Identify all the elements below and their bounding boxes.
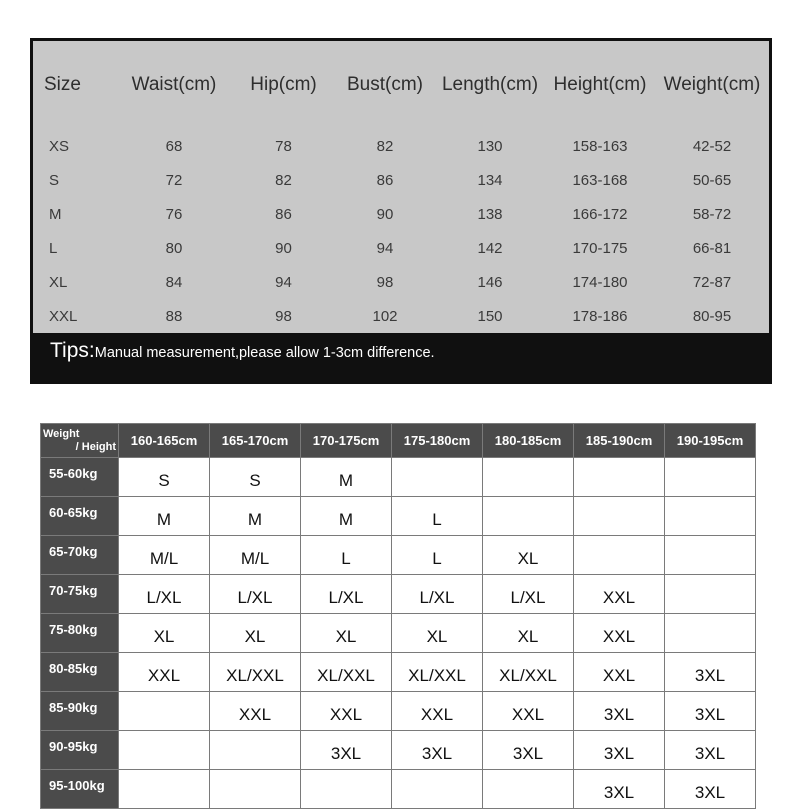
size-row [33,265,769,299]
weight-label: 70-75kg [41,575,119,614]
recommended-size-cell: XXL [301,692,392,731]
recommended-size-cell [483,770,574,809]
size-value: 84 [165,273,183,291]
weight-label: 60-65kg [41,497,119,536]
recommended-size-cell: 3XL [392,731,483,770]
corner-height-label: / Height [75,440,116,453]
tips-text: Manual measurement,please allow 1-3cm difference. [94,345,435,361]
recommended-size-cell: XXL [483,692,574,731]
size-value: 150 [477,307,503,325]
size-label: XS [49,137,70,155]
size-chart-table [33,41,769,333]
size-value: 163-168 [572,171,628,189]
size-label: S [49,171,60,189]
recommended-size-cell: XL [301,614,392,653]
tips-label: Tips: [50,339,95,362]
weight-row [41,458,756,497]
height-header: 175-180cm [392,424,483,458]
size-chart-panel [30,38,772,384]
recommended-size-cell [119,731,210,770]
recommended-size-cell: XXL [210,692,301,731]
size-value: 78 [275,137,292,155]
weight-label: 80-85kg [41,653,119,692]
header-weight: Weight(cm) [663,74,761,95]
recommended-size-cell: XL [210,614,301,653]
recommended-size-cell: L/XL [392,575,483,614]
recommended-size-cell: L/XL [210,575,301,614]
size-value: 138 [477,205,503,223]
size-value: 90 [376,205,394,223]
size-value: 68 [165,137,183,155]
recommended-size-cell [392,770,483,809]
recommended-size-cell: L [301,536,392,575]
recommended-size-cell: 3XL [574,731,665,770]
height-header: 180-185cm [483,424,574,458]
size-value: 178-186 [572,307,628,325]
header-bust: Bust(cm) [347,74,423,95]
recommended-size-cell: 3XL [665,692,756,731]
weight-label: 55-60kg [41,458,119,497]
recommended-size-cell [301,770,392,809]
recommended-size-cell: XXL [119,653,210,692]
size-value: 98 [275,307,292,325]
recommended-size-cell: L [392,536,483,575]
recommended-size-cell: XXL [574,653,665,692]
size-value: 174-180 [572,273,628,291]
recommended-size-cell: 3XL [574,692,665,731]
size-value: 82 [275,171,292,189]
recommended-size-cell: 3XL [301,731,392,770]
tips-note [50,339,435,363]
size-row [33,231,769,265]
recommended-size-cell: XL/XXL [301,653,392,692]
height-header: 185-190cm [574,424,665,458]
weight-row [41,575,756,614]
recommended-size-cell: XXL [574,575,665,614]
weight-row [41,614,756,653]
recommended-size-cell: M [301,497,392,536]
recommended-size-cell: 3XL [665,731,756,770]
size-value: 66-81 [692,239,732,257]
recommended-size-cell [210,770,301,809]
size-value: 94 [275,273,292,291]
header-size: Size [44,74,81,95]
height-header: 165-170cm [210,424,301,458]
header-height: Height(cm) [553,74,647,95]
weight-row [41,536,756,575]
size-value: 80 [165,239,183,257]
size-value: 86 [275,205,292,223]
recommended-size-cell: S [119,458,210,497]
recommended-size-cell [119,692,210,731]
header-hip: Hip(cm) [250,74,317,95]
weight-label: 95-100kg [41,770,119,809]
size-value: 158-163 [572,137,628,155]
recommended-size-cell [665,575,756,614]
size-value: 42-52 [692,137,732,155]
size-value: 146 [477,273,503,291]
recommended-size-cell [574,497,665,536]
recommended-size-cell: XXL [574,614,665,653]
size-value: 76 [165,205,183,223]
recommended-size-cell: M/L [210,536,301,575]
recommended-size-cell: XXL [392,692,483,731]
recommended-size-cell: L [392,497,483,536]
size-value: 102 [372,307,398,325]
size-value: 130 [477,137,503,155]
weight-row [41,497,756,536]
size-value: 142 [477,239,503,257]
recommended-size-cell: 3XL [574,770,665,809]
recommended-size-cell: M/L [119,536,210,575]
size-value: 80-95 [692,307,732,325]
size-row [33,129,769,163]
recommended-size-cell: L/XL [301,575,392,614]
weight-row [41,731,756,770]
weight-height-table [40,423,756,809]
size-value: 90 [275,239,292,257]
size-row [33,299,769,333]
size-value: 170-175 [572,239,628,257]
size-label: L [49,239,58,257]
height-header: 170-175cm [301,424,392,458]
weight-label: 65-70kg [41,536,119,575]
recommended-size-cell: XL [392,614,483,653]
recommended-size-cell: XL/XXL [392,653,483,692]
header-waist: Waist(cm) [131,74,217,95]
recommended-size-cell [574,458,665,497]
recommended-size-cell [392,458,483,497]
size-label: XL [49,273,68,291]
size-chart-header-row [33,41,769,129]
recommended-size-cell [483,497,574,536]
height-header: 160-165cm [119,424,210,458]
size-value: 72 [165,171,183,189]
size-value: 72-87 [692,273,732,291]
recommended-size-cell [483,458,574,497]
corner-weight-label: Weight [43,427,80,440]
recommended-size-cell: XL [119,614,210,653]
weight-label: 90-95kg [41,731,119,770]
recommended-size-cell: L/XL [483,575,574,614]
weight-row [41,653,756,692]
size-value: 134 [477,171,503,189]
recommended-size-cell: XL [483,614,574,653]
recommended-size-cell [119,770,210,809]
height-header: 190-195cm [665,424,756,458]
recommended-size-cell: M [119,497,210,536]
recommended-size-cell [665,614,756,653]
recommended-size-cell: 3XL [665,770,756,809]
size-value: 88 [165,307,183,325]
recommended-size-cell [665,536,756,575]
weight-height-header-row [41,424,756,458]
weight-label: 75-80kg [41,614,119,653]
size-value: 94 [376,239,394,257]
recommended-size-cell: XL [483,536,574,575]
size-row [33,197,769,231]
weight-row [41,692,756,731]
size-value: 98 [376,273,394,291]
size-label: XXL [49,307,78,325]
size-row [33,163,769,197]
recommended-size-cell: M [301,458,392,497]
size-label: M [49,205,62,223]
recommended-size-cell [210,731,301,770]
recommended-size-cell [665,458,756,497]
recommended-size-cell [574,536,665,575]
weight-label: 85-90kg [41,692,119,731]
size-value: 166-172 [572,205,628,223]
size-value: 86 [376,171,394,189]
recommended-size-cell: XL/XXL [483,653,574,692]
recommended-size-cell: 3XL [665,653,756,692]
recommended-size-cell: 3XL [483,731,574,770]
recommended-size-cell: S [210,458,301,497]
weight-row [41,770,756,809]
size-value: 50-65 [692,171,732,189]
corner-header [41,424,119,458]
recommended-size-cell: XL/XXL [210,653,301,692]
recommended-size-cell [665,497,756,536]
recommended-size-cell: L/XL [119,575,210,614]
header-length: Length(cm) [441,74,539,95]
size-chart-background [33,41,769,333]
size-value: 82 [376,137,394,155]
size-value: 58-72 [692,205,732,223]
recommended-size-cell: M [210,497,301,536]
